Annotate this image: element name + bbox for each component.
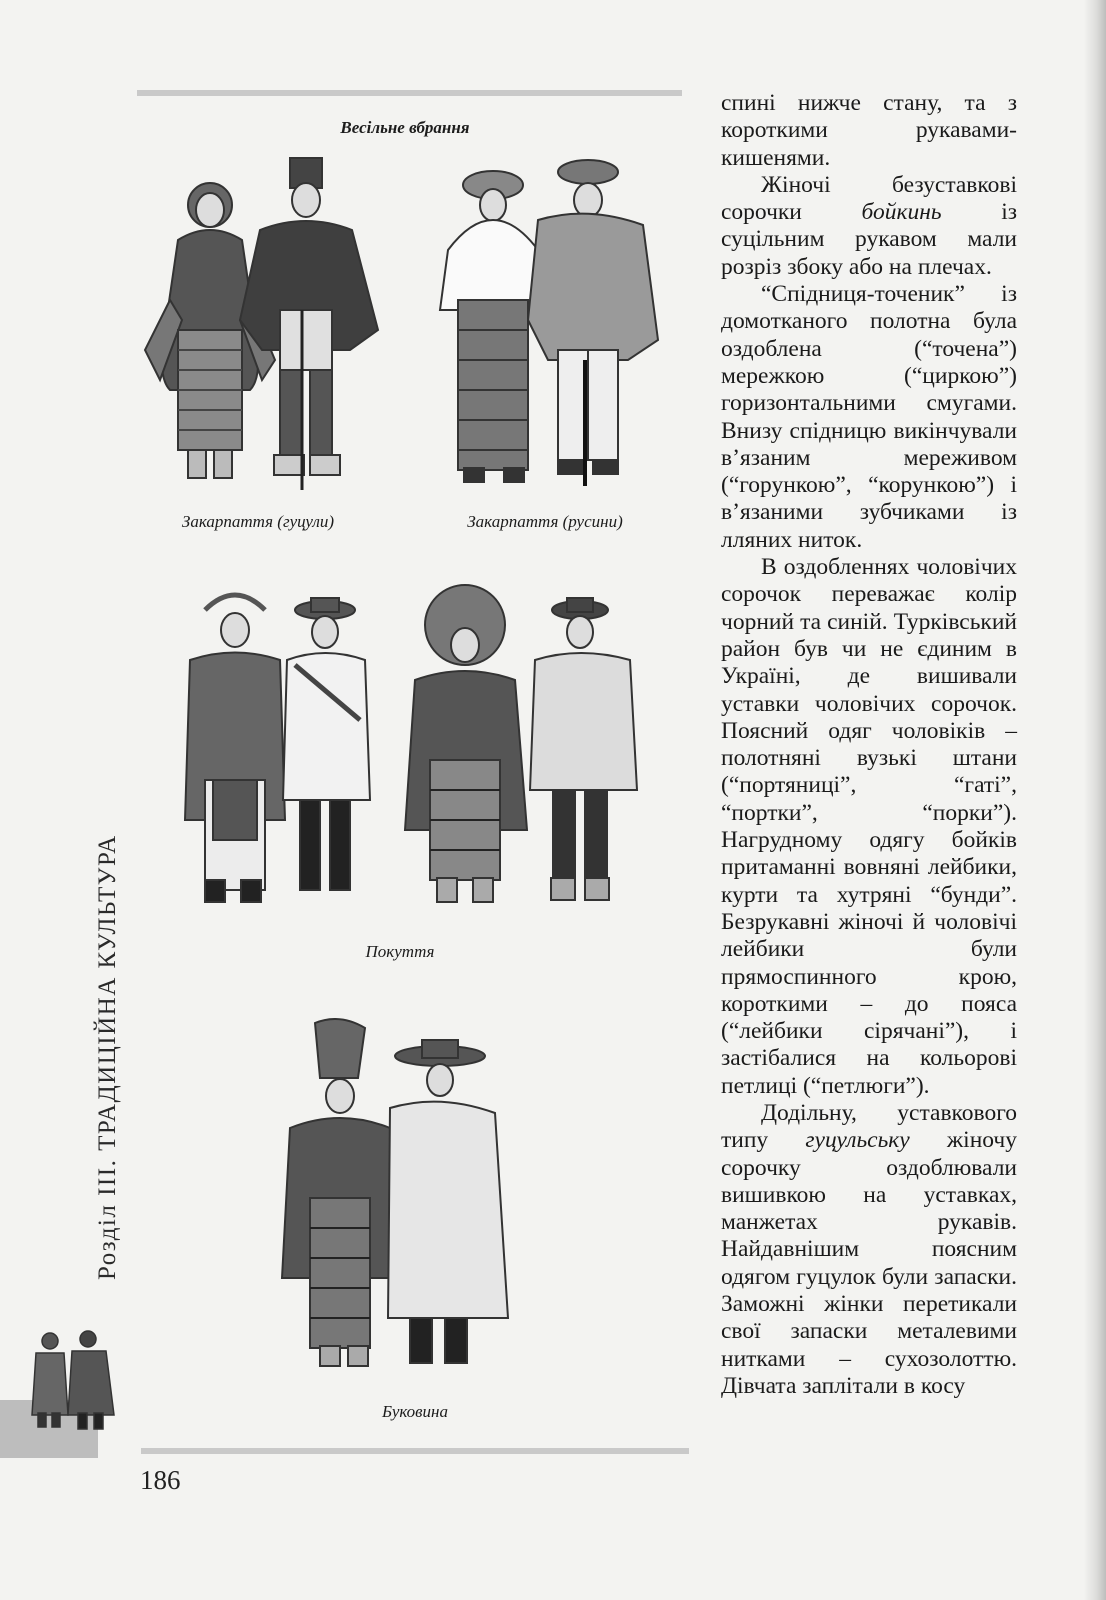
caption-zakarpattia-rusyny: Закарпаття (русини) — [467, 512, 623, 531]
paragraph-5-text-b: жіночу сорочку оздоблювали вишивкою на уставках, манжетах рукавів. Найдавнішим поясним одягом гуцулок були запаски. Заможні жінки перетикали свої запаски металевими нитками – сухозолоттю. Дівчата заплітали в косу — [721, 1127, 1017, 1399]
section-thumb-illustration — [28, 1325, 118, 1440]
paragraph-5-emphasis: гуцульську — [805, 1127, 910, 1154]
paragraph-2-text-a: Жіночі безуставкові сорочки — [721, 171, 1017, 226]
paragraph-2-text-b: із суцільним рукавом мали розріз збоку або на плечах. — [721, 199, 1017, 280]
costume-illustration-bukovyna — [270, 1018, 520, 1388]
figures-heading: Весільне вбрання — [340, 118, 470, 137]
top-rule — [137, 90, 682, 96]
paragraph-4: В оздобленнях чоловічих сорочок переважає колір чорний та синій. Турківський район був чи не єдиним в Україні, де вишивали уставки чоловічих сорочок. Поясний одяг чоловіків – полотняні вузькі штани (“портяниці”, “гаті”, “портки”, “порки”). Нагрудному одягу бойків притаманні вовняні лейбики, курти та хутряні “бунди”. Безрукавні жіночі й чоловічі лейбики були прямоспинного крою, короткими – до пояса (“лейбики сірячані”), і застібалися на кольорові петлиці (“петлюги”). — [721, 554, 1017, 1099]
bottom-rule — [141, 1448, 689, 1454]
costume-illustration-pokuttia — [175, 580, 645, 930]
caption-bukovyna: Буковина — [382, 1402, 448, 1421]
body-text-column — [721, 90, 1017, 1400]
costume-illustration-zakarpattia-rusyny — [428, 150, 668, 500]
paragraph-2 — [721, 172, 1017, 281]
caption-zakarpattia-hutsuly: Закарпаття (гуцули) — [181, 512, 335, 531]
paragraph-3: “Спідниця-точеник” із домотканого полотна була оздоблена (“точена”) мережкою (“циркою”) горизонтальними смугами. Внизу спідницю викінчували в’язаним мереживом (“горункою”, “корункою”) і в’язаними зубчиками із лляних ниток. — [721, 281, 1017, 553]
caption-pokuttia: Покуття — [365, 942, 435, 961]
paragraph-2-emphasis: бойкинь — [861, 199, 942, 226]
page-number: 186 — [140, 1465, 181, 1495]
costume-illustration-zakarpattia-hutsuly — [140, 150, 400, 500]
page-edge-shadow — [1084, 0, 1106, 1600]
paragraph-5 — [721, 1100, 1017, 1400]
paragraph-5-text-a: Додільну, уставкового типу — [721, 1099, 1017, 1154]
paragraph-1: спині нижче стану, та з короткими рукавами-кишенями. — [721, 90, 1017, 171]
section-title-vertical: Розділ ІІІ. ТРАДИЦІЙНА КУЛЬТУРА — [94, 834, 121, 1280]
